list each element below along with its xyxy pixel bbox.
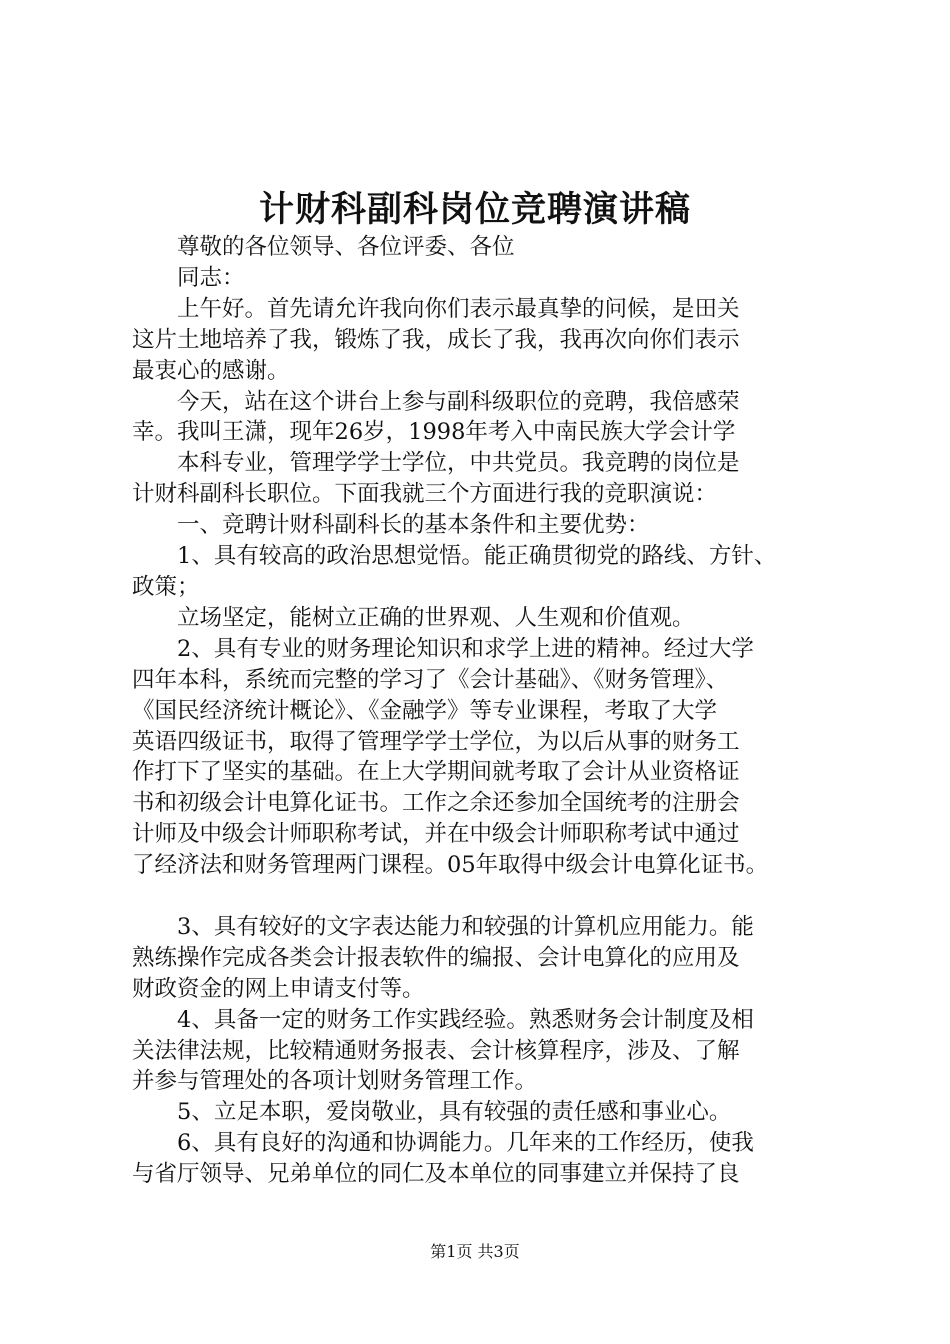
paragraph-gap (132, 881, 847, 912)
body-line: 4、具备一定的财务工作实践经验。熟悉财务会计制度及相 (132, 1006, 754, 1033)
body-line: 《国民经济统计概论》、《金融学》等专业课程，考取了大学 (132, 697, 718, 724)
body-line: 2、具有专业的财务理论知识和求学上进的精神。经过大学 (132, 635, 754, 662)
body-line: 并参与管理处的各项计划财务管理工作。 (132, 1068, 538, 1095)
body-line: 了经济法和财务管理两门课程。05年取得中级会计电算化证书。 (132, 852, 769, 879)
body-line: 上午好。首先请允许我向你们表示最真挚的问候，是田关 (132, 295, 740, 322)
body-line: 立场坚定，能树立正确的世界观、人生观和价值观。 (132, 604, 695, 631)
page-number-footer: 第1页 共3页 (430, 1242, 520, 1261)
body-line: 最衷心的感谢。 (132, 357, 290, 384)
body-line: 四年本科，系统而完整的学习了《会计基础》、《财务管理》、 (132, 666, 729, 693)
body-line: 5、立足本职，爱岗敬业，具有较强的责任感和事业心。 (132, 1099, 732, 1126)
body-line: 尊敬的各位领导、各位评委、各位 (132, 234, 515, 260)
body-line: 与省厅领导、兄弟单位的同仁及本单位的同事建立并保持了良 (132, 1161, 740, 1188)
body-line: 书和初级会计电算化证书。工作之余还参加全国统考的注册会 (132, 790, 740, 817)
body-line: 幸。我叫王潇，现年26岁，1998年考入中南民族大学会计学 (132, 419, 736, 446)
body-line: 3、具有较好的文字表达能力和较强的计算机应用能力。能 (132, 913, 754, 940)
body-line: 政策； (132, 573, 200, 600)
body-line: 关法律法规，比较精通财务报表、会计核算程序，涉及、了解 (132, 1037, 740, 1064)
body-line: 一、竞聘计财科副科长的基本条件和主要优势： (132, 512, 650, 539)
document-title: 计财科副科岗位竞聘演讲稿 (258, 189, 691, 230)
body-line: 同志： (132, 264, 245, 291)
body-line: 今天，站在这个讲台上参与副科级职位的竞聘，我倍感荣 (132, 388, 740, 415)
document-body (132, 232, 847, 1190)
body-line: 计师及中级会计师职称考试，并在中级会计师职称考试中通过 (132, 821, 740, 848)
body-line: 6、具有良好的沟通和协调能力。几年来的工作经历，使我 (132, 1130, 754, 1157)
body-line: 这片土地培养了我，锻炼了我，成长了我，我再次向你们表示 (132, 326, 740, 353)
body-line: 英语四级证书，取得了管理学学士学位，为以后从事的财务工 (132, 728, 740, 755)
body-line: 1、具有较高的政治思想觉悟。能正确贯彻党的路线、方针、 (132, 543, 777, 570)
body-line: 本科专业，管理学学士学位，中共党员。我竞聘的岗位是 (132, 450, 740, 477)
body-line: 作打下了坚实的基础。在上大学期间就考取了会计从业资格证 (132, 759, 740, 786)
body-line: 财政资金的网上申请支付等。 (132, 975, 425, 1002)
body-line: 熟练操作完成各类会计报表软件的编报、会计电算化的应用及 (132, 944, 740, 971)
body-line: 计财科副科长职位。下面我就三个方面进行我的竞职演说： (132, 481, 718, 508)
